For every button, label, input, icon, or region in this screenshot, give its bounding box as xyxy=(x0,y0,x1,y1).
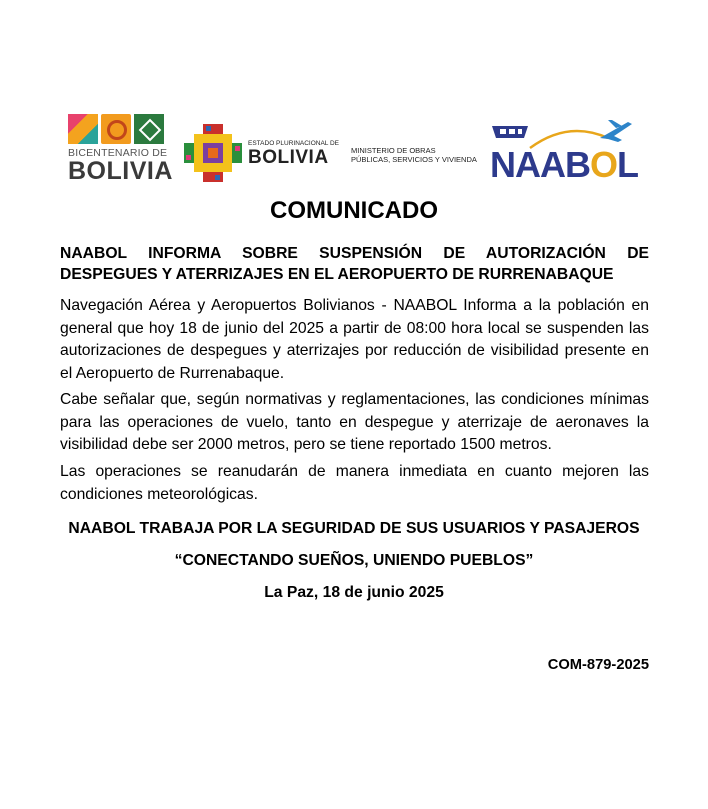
estado-line2: BOLIVIA xyxy=(248,147,329,168)
ministerio-logo xyxy=(351,146,491,168)
naabol-wordmark: NAABOL xyxy=(490,144,639,185)
slogan-motto: “CONECTANDO SUEÑOS, UNIENDO PUEBLOS” xyxy=(174,552,534,569)
chakana-icon xyxy=(184,124,242,182)
dateline: La Paz, 18 de junio 2025 xyxy=(264,584,444,601)
bicentenario-line1: BICENTENARIO DE xyxy=(68,147,168,159)
estado-plurinacional-logo xyxy=(184,124,340,184)
body-paragraph-3: Las operaciones se reanudarán de manera inmediata en cuanto mejoren las condiciones meteorológicas. xyxy=(60,463,649,503)
estado-line1: ESTADO PLURINACIONAL DE xyxy=(248,140,340,147)
naabol-wordmark-o: O xyxy=(590,144,618,185)
body-paragraph-1: Navegación Aérea y Aeropuertos Bolivianos - NAABOL Informa a la población en general que hoy 18 de junio del 2025 a partir de 08:00 hora local se suspenden las autorizaciones de despegues y aterrizajes por reducción de visibilidad presente en el Aeropuerto de Rurrenabaque. xyxy=(60,297,649,382)
bicentenario-logo xyxy=(68,114,180,190)
page-title: COMUNICADO xyxy=(270,197,438,224)
ministerio-line1: MINISTERIO DE OBRAS xyxy=(351,146,436,155)
slogan-security: NAABOL TRABAJA POR LA SEGURIDAD DE SUS USUARIOS Y PASAJEROS xyxy=(68,520,640,537)
communique-code: COM-879-2025 xyxy=(547,657,649,673)
document-subtitle: NAABOL INFORMA SOBRE SUSPENSIÓN DE AUTORIZACIÓN DE DESPEGUES Y ATERRIZAJES EN EL AEROPUERTO DE RURRENABAQUE xyxy=(60,245,649,283)
bicentenario-tile-icon xyxy=(68,114,98,144)
body-paragraph-2: Cabe señalar que, según normativas y reglamentaciones, las condiciones mínimas para las operaciones de vuelo, tanto en despegue y aterrizaje de aeronaves la visibilidad debe ser 2000 metros, pero se tiene reportado 1500 metros. xyxy=(60,391,649,453)
bicentenario-emblem xyxy=(68,114,180,144)
naabol-logo xyxy=(488,116,648,186)
logo-header xyxy=(0,110,708,190)
bicentenario-diamond-icon xyxy=(134,114,164,144)
ministerio-line2: PÚBLICAS, SERVICIOS Y VIVIENDA xyxy=(351,155,477,164)
bicentenario-line2: BOLIVIA xyxy=(68,157,173,185)
bicentenario-spiral-icon xyxy=(101,114,131,144)
